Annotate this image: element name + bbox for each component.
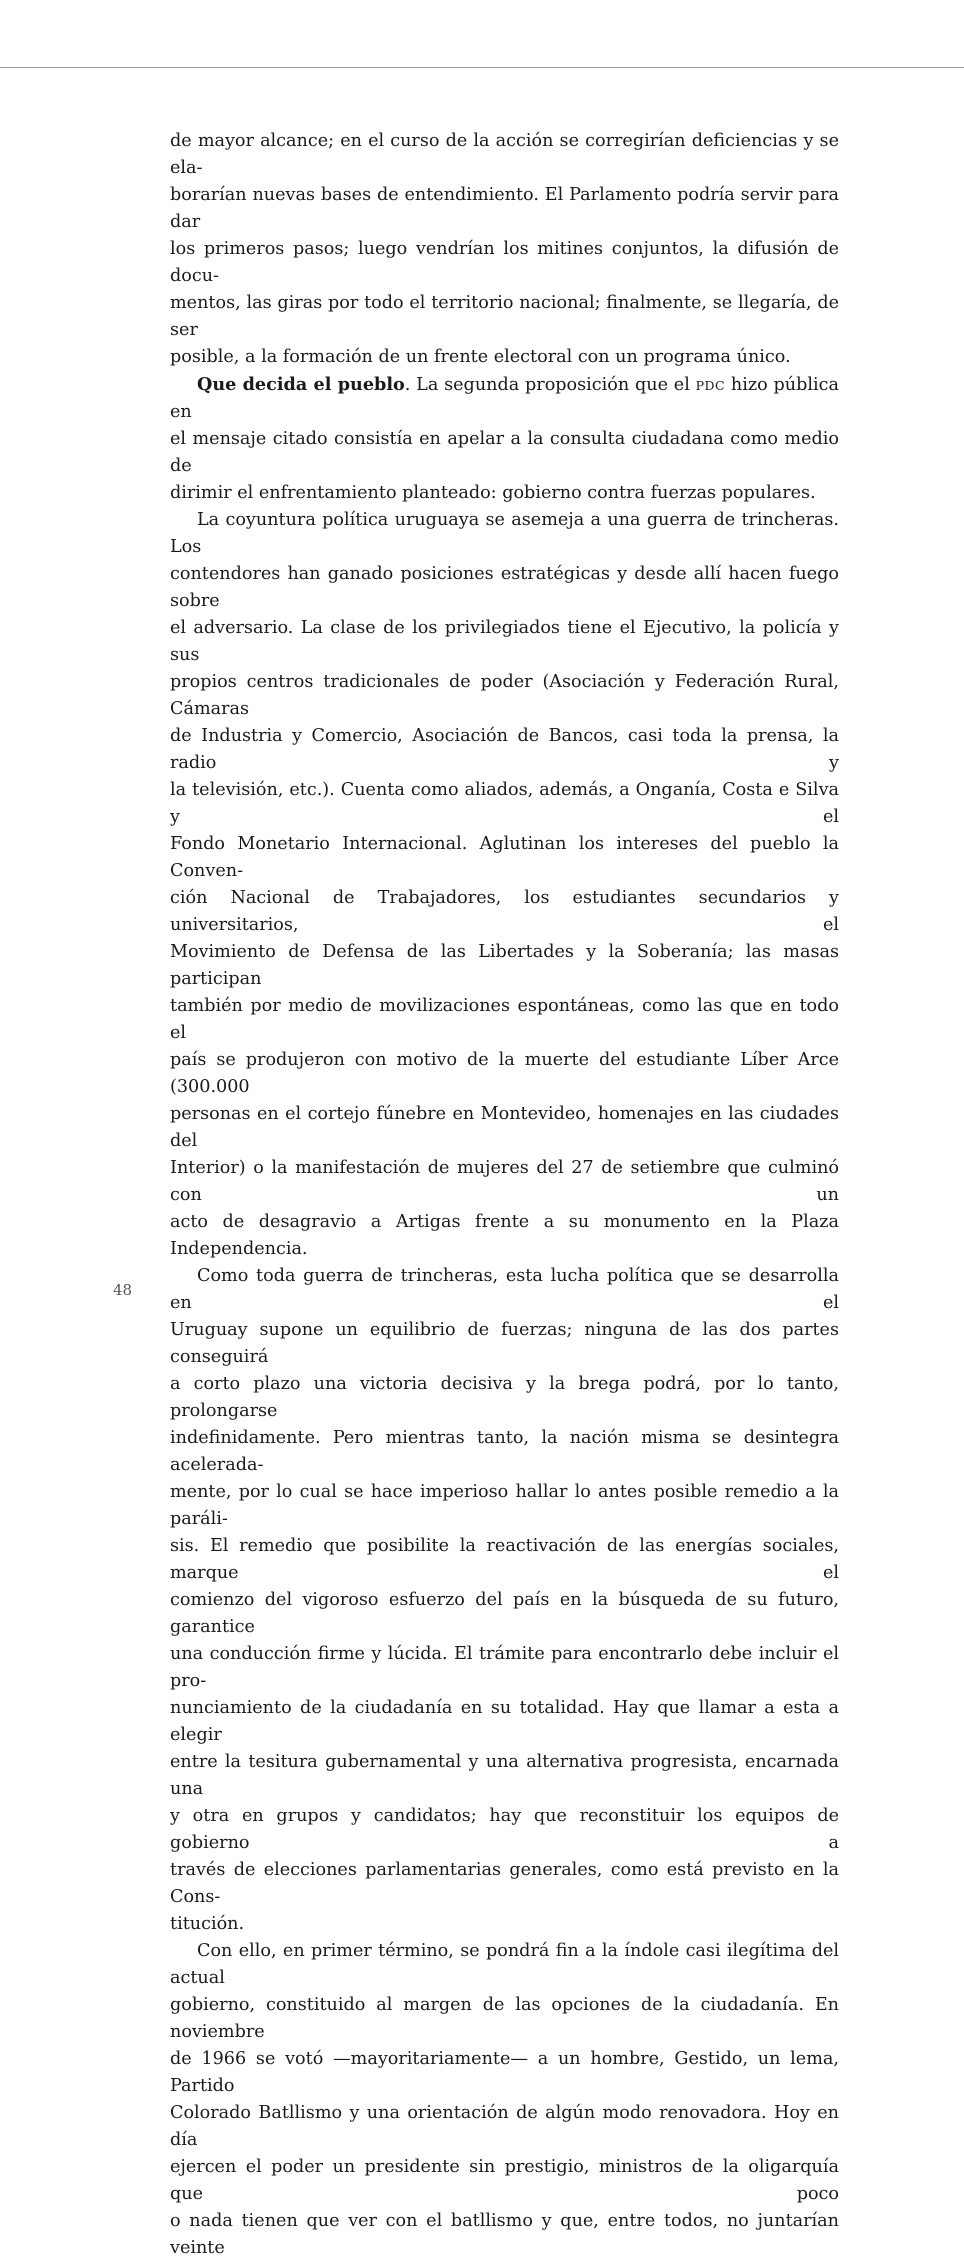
text-line: Uruguay supone un equilibrio de fuerzas; ninguna de las dos partes conseguirá [170, 1320, 839, 1367]
paragraph [170, 371, 839, 507]
paragraph [170, 1938, 839, 2262]
text-line: entre la tesitura gubernamental y una alternativa progresista, encarnada una [170, 1752, 839, 1799]
text-line: de Industria y Comercio, Asociación de Bancos, casi toda la prensa, la radio y [170, 726, 839, 773]
paragraph [170, 1263, 839, 1938]
text-line: Como toda guerra de trincheras, esta lucha política que se desarrolla en el [170, 1266, 839, 1313]
text-line: comienzo del vigoroso esfuerzo del país en la búsqueda de su futuro, garantice [170, 1590, 839, 1637]
text-line: ción Nacional de Trabajadores, los estudiantes secundarios y universitarios, el [170, 888, 839, 935]
text-line: mentos, las giras por todo el territorio nacional; finalmente, se llegaría, de ser [170, 293, 839, 340]
paragraph [170, 507, 839, 1263]
text-line: ejercen el poder un presidente sin prestigio, ministros de la oligarquía que poco [170, 2157, 839, 2204]
text-line [170, 371, 839, 426]
text-line: el adversario. La clase de los privilegiados tiene el Ejecutivo, la policía y sus [170, 618, 839, 665]
text-line: los primeros pasos; luego vendrían los mitines conjuntos, la difusión de docu- [170, 239, 839, 286]
text-line: posible, a la formación de un frente electoral con un programa único. [170, 347, 791, 367]
text-span: hizo pública en [170, 375, 839, 422]
text-line: Fondo Monetario Internacional. Aglutinan los intereses del pueblo la Conven- [170, 834, 839, 881]
text-line: el mensaje citado consistía en apelar a la consulta ciudadana como medio de [170, 429, 839, 476]
text-line: país se produjeron con motivo de la muerte del estudiante Líber Arce (300.000 [170, 1050, 839, 1097]
text-line: mente, por lo cual se hace imperioso hallar lo antes posible remedio a la paráli- [170, 1482, 839, 1529]
text-line: Con ello, en primer término, se pondrá fin a la índole casi ilegítima del actual [170, 1941, 839, 1988]
text-line: Colorado Batllismo y una orientación de algún modo renovadora. Hoy en día [170, 2103, 839, 2150]
text-line: acto de desagravio a Artigas frente a su monumento en la Plaza Independencia. [170, 1212, 839, 1259]
text-line: dirimir el enfrentamiento planteado: gobierno contra fuerzas populares. [170, 483, 816, 503]
text-span: . La segunda proposición que el [404, 375, 696, 395]
text-line: una conducción firme y lúcida. El trámite para encontrarlo debe incluir el pro- [170, 1644, 839, 1691]
text-line: Movimiento de Defensa de las Libertades y la Soberanía; las masas participan [170, 942, 839, 989]
text-line: gobierno, constituido al margen de las opciones de la ciudadanía. En noviembre [170, 1995, 839, 2042]
text-line: Interior) o la manifestación de mujeres del 27 de setiembre que culminó con un [170, 1158, 839, 1205]
text-line: través de elecciones parlamentarias generales, como está previsto en la Cons- [170, 1860, 839, 1907]
header-rule [0, 67, 964, 68]
text-line: borarían nuevas bases de entendimiento. El Parlamento podría servir para dar [170, 185, 839, 232]
acronym: PDC [695, 378, 726, 393]
text-line: La coyuntura política uruguaya se asemeja a una guerra de trincheras. Los [170, 510, 839, 557]
text-line: sis. El remedio que posibilite la reactivación de las energías sociales, marque el [170, 1536, 839, 1583]
text-line: propios centros tradicionales de poder (Asociación y Federación Rural, Cámaras [170, 672, 839, 719]
text-line: de mayor alcance; en el curso de la acción se corregirían deficiencias y se ela- [170, 131, 839, 178]
text-line: de 1966 se votó —mayoritariamente— a un hombre, Gestido, un lema, Partido [170, 2049, 839, 2096]
text-line: también por medio de movilizaciones espontáneas, como las que en todo el [170, 996, 839, 1043]
text-line: nunciamiento de la ciudadanía en su totalidad. Hay que llamar a esta a elegir [170, 1698, 839, 1745]
paragraph [170, 128, 839, 371]
body-text [170, 128, 839, 2262]
text-line: indefinidamente. Pero mientras tanto, la nación misma se desintegra acelerada- [170, 1428, 839, 1475]
section-lead-heading: Que decida el pueblo [197, 374, 405, 395]
text-line: a corto plazo una victoria decisiva y la brega podrá, por lo tanto, prolongarse [170, 1374, 839, 1421]
text-line: la televisión, etc.). Cuenta como aliados, además, a Onganía, Costa e Silva y el [170, 780, 839, 827]
text-line: contendores han ganado posiciones estratégicas y desde allí hacen fuego sobre [170, 564, 839, 611]
text-line: y otra en grupos y candidatos; hay que reconstituir los equipos de gobierno a [170, 1806, 839, 1853]
text-line: o nada tienen que ver con el batllismo y que, entre todos, no juntarían veinte [170, 2211, 839, 2258]
text-line: personas en el cortejo fúnebre en Montevideo, homenajes en las ciudades del [170, 1104, 839, 1151]
page-number: 48 [113, 1281, 133, 1299]
text-line: titución. [170, 1914, 245, 1934]
